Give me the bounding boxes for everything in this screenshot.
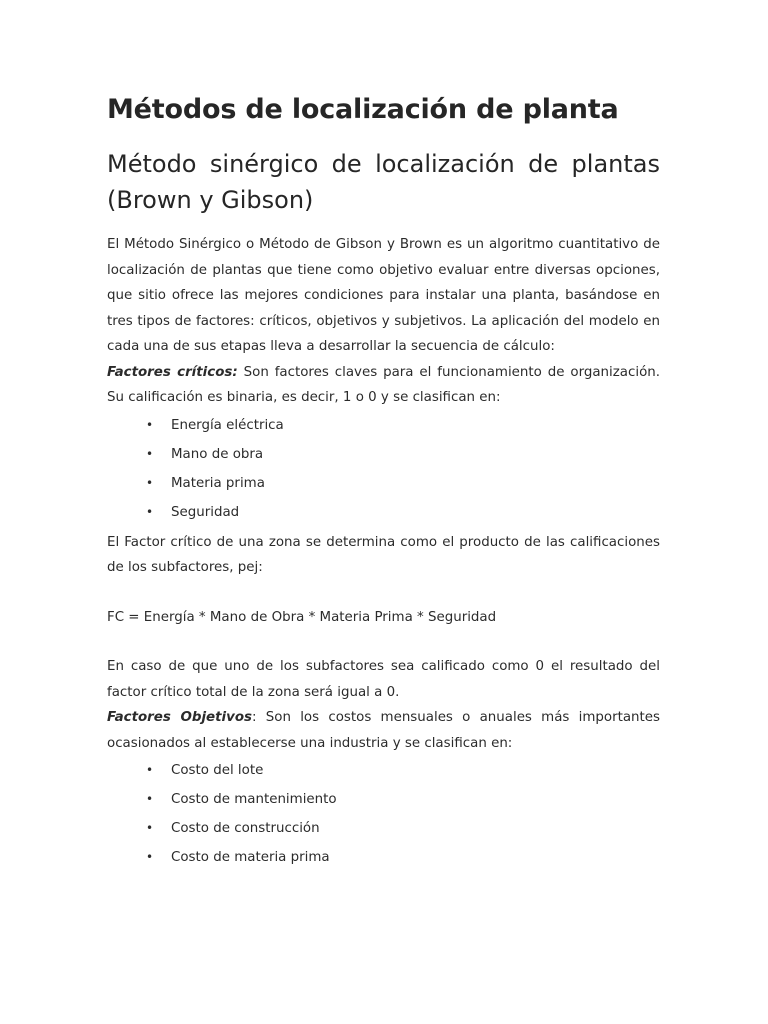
- list-item: • Seguridad: [107, 498, 660, 527]
- section-subtitle: Método sinérgico de localización de plantas (Brown y Gibson): [107, 150, 660, 214]
- intro-paragraph: El Método Sinérgico o Método de Gibson y Brown es un algoritmo cuantitativo de localización de plantas que tiene como objetivo evaluar entre diversas opciones, que sitio ofrece las mejores condiciones para instalar una planta, basándose en tres tipos de factores: críticos, objetivos y subjetivos. La aplicación del modelo en cada una de sus etapas lleva a desarrollar la secuencia de cálculo:: [107, 237, 660, 354]
- bullet-icon: •: [146, 417, 154, 432]
- list-item: • Materia prima: [107, 469, 660, 498]
- criticos-paragraph: [107, 360, 660, 411]
- spacer: [107, 581, 660, 605]
- objetivos-paragraph: [107, 705, 660, 756]
- bullet-icon: •: [146, 792, 154, 806]
- bullet-icon: •: [146, 821, 154, 835]
- spacer: [107, 630, 660, 654]
- list-item: • Costo del lote: [107, 756, 660, 785]
- bullet-icon: •: [146, 475, 154, 490]
- list-item: • Costo de materia prima: [107, 843, 660, 872]
- bullet-icon: •: [146, 504, 154, 519]
- list-item: • Costo de mantenimiento: [107, 785, 660, 814]
- list-item: • Costo de construcción: [107, 814, 660, 843]
- factor-critico-paragraph: El Factor crítico de una zona se determina como el producto de las calificaciones de los subfactores, pej:: [107, 534, 660, 575]
- document-body: [107, 232, 660, 872]
- list-item: • Energía eléctrica: [107, 411, 660, 440]
- objetivos-term: Factores Objetivos: [107, 710, 253, 725]
- list-item: • Mano de obra: [107, 440, 660, 469]
- bullet-icon: •: [146, 763, 154, 777]
- bullet-icon: •: [146, 850, 154, 864]
- objetivos-text: : Son los costos mensuales o anuales más importantes ocasionados al establecerse una industria y se clasifican en:: [107, 710, 660, 751]
- criticos-list: [107, 411, 660, 527]
- bullet-icon: •: [146, 446, 154, 461]
- objetivos-list: [107, 756, 660, 872]
- caso-paragraph: En caso de que uno de los subfactores sea calificado como 0 el resultado del factor crítico total de la zona será igual a 0.: [107, 659, 660, 700]
- page-title: Métodos de localización de planta: [107, 94, 619, 125]
- criticos-term: Factores críticos:: [107, 364, 238, 380]
- formula: FC = Energía * Mano de Obra * Materia Prima * Seguridad: [107, 609, 497, 625]
- criticos-text: Son factores claves para el funcionamiento de organización. Su calificación es binaria, es decir, 1 o 0 y se clasifican en:: [107, 364, 660, 405]
